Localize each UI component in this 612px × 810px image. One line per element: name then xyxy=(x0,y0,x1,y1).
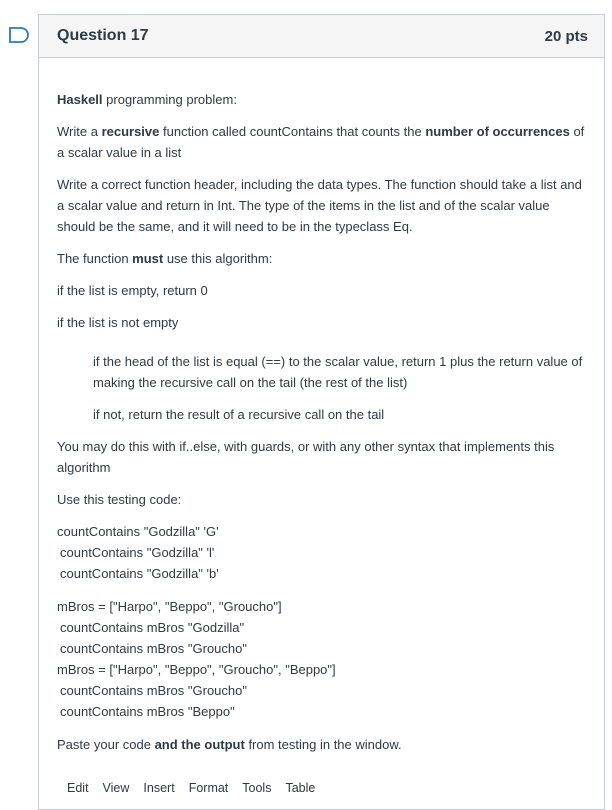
flag-question-icon[interactable] xyxy=(8,26,30,44)
test-code-block-2 xyxy=(57,596,586,722)
paste-instructions: Paste your code and the output from testing in the window. xyxy=(57,737,402,752)
code-line: countContains mBros "Beppo" xyxy=(60,704,235,719)
code-line: countContains "Godzilla" 'b' xyxy=(60,566,219,581)
menu-view[interactable]: View xyxy=(102,781,130,795)
code-line: mBros = ["Harpo", "Beppo", "Groucho", "Beppo"] xyxy=(57,662,336,677)
menu-table[interactable]: Table xyxy=(285,781,316,795)
question-header xyxy=(39,15,604,58)
algorithm-paragraph: The function must use this algorithm: xyxy=(57,251,273,266)
syntax-paragraph: You may do this with if..else, with guards, or with any other syntax that implements this algorithm xyxy=(57,439,555,475)
test-code-block-1 xyxy=(57,521,586,584)
code-line: countContains "Godzilla" 'l' xyxy=(60,545,215,560)
code-line: countContains "Godzilla" 'G' xyxy=(57,524,219,539)
empty-case: if the list is empty, return 0 xyxy=(57,283,208,298)
not-equal-case: if not, return the result of a recursive call on the tail xyxy=(93,407,385,422)
question-card xyxy=(38,14,605,810)
task-paragraph: Write a recursive function called countContains that counts the number of occurrences of a scalar value in a list xyxy=(57,124,585,160)
code-line: countContains mBros "Godzilla" xyxy=(60,620,245,635)
menu-edit[interactable]: Edit xyxy=(67,781,89,795)
question-points: 20 pts xyxy=(544,27,588,45)
nonempty-case: if the list is not empty xyxy=(57,315,179,330)
question-title: Question 17 xyxy=(57,27,149,44)
menu-tools[interactable]: Tools xyxy=(242,781,272,795)
editor-menubar xyxy=(67,781,315,795)
question-text xyxy=(39,58,604,755)
intro-paragraph: Haskell programming problem: xyxy=(57,92,237,107)
menu-format[interactable]: Format xyxy=(188,781,229,795)
code-line: countContains mBros "Groucho" xyxy=(60,683,247,698)
menu-insert[interactable]: Insert xyxy=(143,781,175,795)
equal-case: if the head of the list is equal (==) to the scalar value, return 1 plus the return value of making the recursive call on the tail (the rest of the list) xyxy=(93,354,583,390)
testing-label: Use this testing code: xyxy=(57,492,182,507)
header-paragraph: Write a correct function header, including the data types. The function should take a list and a scalar value and return in Int. The type of the items in the list and of the scalar value should be the same, and it will need to be in the typeclass Eq. xyxy=(57,177,582,234)
code-line: countContains mBros "Groucho" xyxy=(60,641,247,656)
code-line: mBros = ["Harpo", "Beppo", "Groucho"] xyxy=(57,599,282,614)
